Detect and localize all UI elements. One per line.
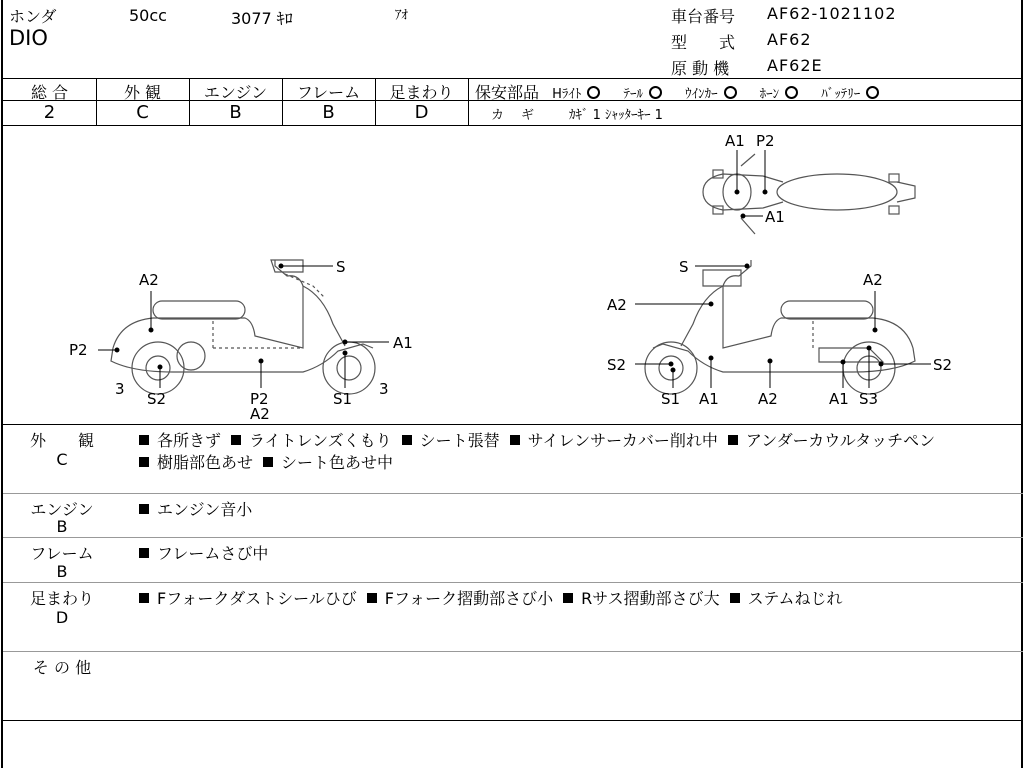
bullet-icon (728, 435, 738, 445)
remark-item: 樹脂部色あせ (139, 453, 253, 472)
diagram-label: A1 (699, 390, 719, 408)
bullet-icon (563, 593, 573, 603)
divider (3, 424, 1023, 425)
bullet-icon (263, 457, 273, 467)
grade-value-frame: B (322, 102, 335, 123)
diagram-label: A1 (829, 390, 849, 408)
diagram-label: A2 (758, 390, 778, 408)
diagram-label: S3 (859, 390, 879, 408)
divider (3, 582, 1023, 583)
safety-parts (475, 80, 879, 103)
section-grade-engine: B (56, 517, 68, 536)
grade-label-engine: エンジン (203, 83, 268, 102)
diagram-label: S2 (933, 356, 953, 374)
safety-item-headlight: Hﾗｲﾄ (552, 87, 600, 102)
remark-item: エンジン音小 (139, 500, 252, 519)
scooter-top-view (703, 154, 915, 234)
grade-value-exterior: C (136, 102, 149, 123)
remark-item: シート張替 (402, 431, 500, 450)
diagram-label: P2 (250, 390, 269, 408)
safety-item-tail: ﾃｰﾙ (623, 87, 662, 102)
diagram-label: S (336, 258, 346, 276)
remark-item: ライトレンズくもり (231, 431, 392, 450)
diagram-label: A1 (725, 132, 745, 150)
section-title-engine: エンジン (30, 500, 94, 519)
type-label: 型 式 (671, 33, 736, 52)
grade-label-overall: 総 合 (30, 83, 69, 102)
ok-circle-icon (649, 86, 662, 99)
mileage: 3077 ｷﾛ (231, 9, 293, 28)
engine-remarks (139, 497, 262, 520)
diagram-label: P2 (756, 132, 775, 150)
inspection-sheet (1, 0, 1023, 768)
safety-item-horn: ﾎｰﾝ (760, 87, 799, 102)
remark-item: Fフォーク摺動部さび小 (367, 589, 553, 608)
grade-label-frame: フレーム (296, 83, 361, 102)
diagram-label: A2 (139, 271, 159, 289)
section-grade-suspension: D (55, 608, 69, 627)
remark-item: シート色あせ中 (263, 453, 393, 472)
bullet-icon (139, 435, 149, 445)
diagram-label: A2 (607, 296, 627, 314)
section-grade-frame: B (56, 562, 68, 581)
diagram-label: A2 (863, 271, 883, 289)
ok-circle-icon (866, 86, 879, 99)
diagram-label: A1 (765, 208, 785, 226)
bullet-icon (402, 435, 412, 445)
grade-value-overall: 2 (43, 102, 56, 123)
divider (468, 78, 469, 125)
ok-circle-icon (587, 86, 600, 99)
exterior-remarks-line2 (139, 450, 403, 473)
key-value: ｶｷﾞ 1 ｼｬｯﾀｰｷｰ 1 (569, 108, 663, 123)
safety-item-winker: ｳｲﾝｶｰ (685, 87, 737, 102)
bullet-icon (730, 593, 740, 603)
displacement: 50cc (129, 6, 167, 25)
divider (3, 493, 1023, 494)
suspension-remarks (139, 586, 853, 609)
remark-item: ステムねじれ (730, 589, 843, 608)
bullet-icon (139, 548, 149, 558)
remark-item: Rサス摺動部さび大 (563, 589, 719, 608)
remark-item: サイレンサーカバー削れ中 (510, 431, 718, 450)
diagram-label: S2 (147, 390, 167, 408)
diagram-label: A2 (250, 405, 270, 423)
frame-no: AF62-1021102 (767, 4, 897, 23)
divider (3, 537, 1023, 538)
damage-diagram (3, 126, 1023, 424)
diagram-label: S1 (661, 390, 681, 408)
bullet-icon (139, 504, 149, 514)
section-grade-exterior: C (56, 450, 68, 469)
frame-no-label: 車台番号 (671, 7, 736, 26)
diagram-label: S (679, 258, 689, 276)
engine-label: 原 動 機 (671, 59, 730, 78)
bullet-icon (231, 435, 241, 445)
diagram-label: A1 (393, 334, 413, 352)
ok-circle-icon (724, 86, 737, 99)
bullet-icon (139, 457, 149, 467)
bullet-icon (139, 593, 149, 603)
section-title-frame: フレーム (30, 544, 94, 563)
safety-label: 保安部品 (475, 83, 540, 102)
exterior-remarks-line1 (139, 428, 945, 451)
remark-item: 各所きず (139, 431, 221, 450)
section-title-other: そ の 他 (32, 658, 92, 677)
divider (3, 720, 1023, 721)
model-name: DIO (9, 26, 48, 50)
key-label: カ ギ (491, 108, 537, 123)
engine-value: AF62E (767, 56, 823, 75)
bullet-icon (367, 593, 377, 603)
bullet-icon (510, 435, 520, 445)
frame-remarks (139, 541, 278, 564)
grade-label-exterior: 外 観 (123, 83, 162, 102)
divider (3, 78, 1023, 79)
diagram-label: 3 (379, 380, 389, 398)
type-value: AF62 (767, 30, 812, 49)
divider (3, 651, 1023, 652)
section-title-exterior: 外 観 (29, 431, 94, 450)
grade-value-engine: B (229, 102, 242, 123)
maker: ホンダ (9, 7, 57, 26)
diagram-label: P2 (69, 341, 88, 359)
remark-item: Fフォークダストシールひび (139, 589, 357, 608)
grade-label-suspension: 足まわり (389, 83, 454, 102)
remark-item: アンダーカウルタッチペン (728, 431, 935, 450)
ok-circle-icon (785, 86, 798, 99)
color: ｱｵ (395, 8, 408, 23)
diagram-label: S2 (607, 356, 627, 374)
diagram-label: 3 (115, 380, 125, 398)
grade-value-suspension: D (414, 102, 429, 123)
remark-item: フレームさび中 (139, 544, 268, 563)
section-title-suspension: 足まわり (29, 589, 94, 608)
safety-item-battery: ﾊﾞｯﾃﾘｰ (821, 87, 879, 102)
diagram-label: S1 (333, 390, 353, 408)
